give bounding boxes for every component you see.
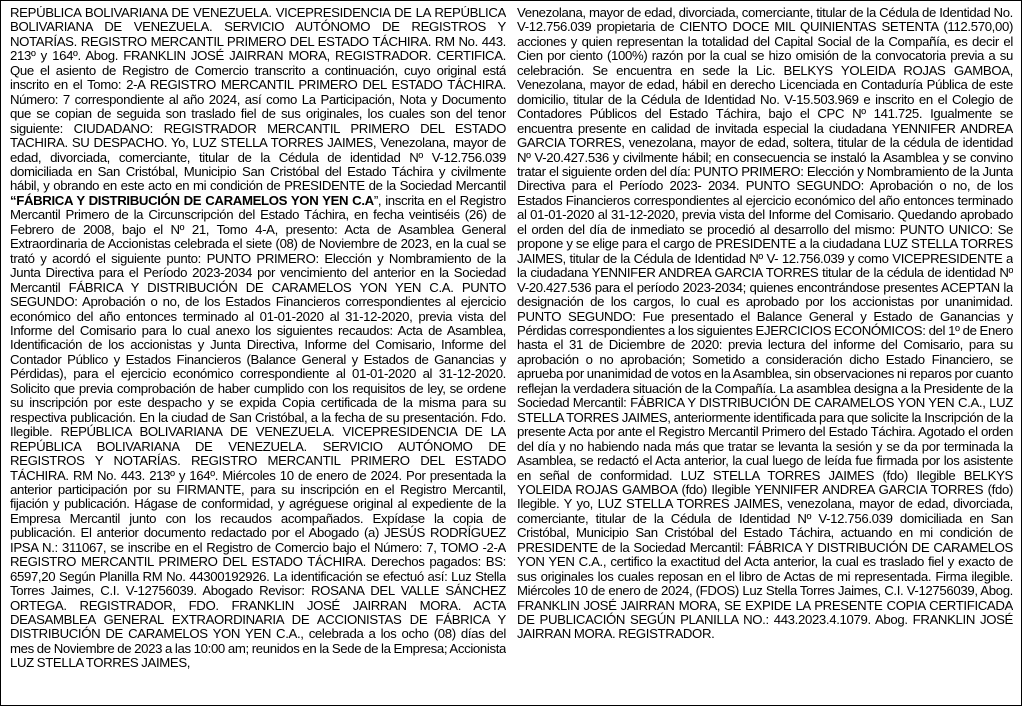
left-text-part-2: ”, inscrita en el Registro Mercantil Primero de la Circunscripción del Estado Táchira, en fecha veintiséis (26) de Febrero de 2008, bajo el Nº 21, Tomo 4-A, presento: Acta de Asamblea General Extraordinaria de Accionistas celebrada el siete (08) de Noviembre de 2023, en la cual se trató y acordó el siguiente punto: PUNTO PRIMERO: Elección y Nombramiento de la Junta Directiva para el Período 2023-2034 por vencimiento del anterior en la Sociedad Mercantil FÁBRICA Y DISTRIBUCIÓN DE CARAMELOS YON YEN C.A. PUNTO SEGUNDO: Aprobación o no, de los Estados Financieros correspondientes al ejercicio económico del año entonces terminado al 01-01-2020 al 31-12-2020, previa vista del Informe del Comisario para lo cual anexo los siguientes recaudos: Acta de Asamblea, Identificación de los accionistas y Junta Directiva, Informe del Comisario, Informe del Contador Público y Estados Financieros (Balance General y Estados de Ganancias y Pérdidas), para el ejercicio económico correspondiente al 01-01-2020 al 31-12-2020. Solicito que previa comprobación de haber cumplido con los requisitos de ley, se ordene su inscripción por este despacho y se expida Copia certificada de la misma para su respectiva publicación. En la ciudad de San Cristóbal, a la fecha de su presentación. Fdo. Ilegible. REPÚBLICA BOLIVARIANA DE VENEZUELA. VICEPRESIDENCIA DE LA REPÚBLICA BOLIVARIANA DE VENEZUELA. SERVICIO AUTÓNOMO DE REGISTROS Y NOTARÍAS. REGISTRO MERCANTIL PRIMERO DEL ESTADO TÁCHIRA. RM No. 443. 213º y 164º. Miércoles 10 de enero de 2024. Por presentada la anterior participación por su FIRMANTE, para su inscripción en el Registro Mercantil, fijación y publicación. Hágase de conformidad, y agréguese original al expediente de la Empresa Mercantil junto con los recaudos acompañados. Expídase la copia de publicación. El anterior documento redactado por el Abogado (a) JESÚS RODRÍGUEZ IPSA N.: 311067, se inscribe en el Registro de Comercio bajo el Número: 7, TOMO -2-A REGISTRO MERCANTIL PRIMERO DEL ESTADO TÁCHIRA. Derechos pagados: BS: 6597,20 Según Planilla RM No. 44300192926. La identificación se efectuó así: Luz Stella Torres Jaimes, C.I. V-12756039. Abogado Revisor: ROSANA DEL VALLE SÁNCHEZ ORTEGA. REGISTRADOR, FDO. FRANKLIN JOSÉ JAIRRAN MORA. ACTA DEASAMBLEA GENERAL EXTRAORDINARIA DE ACCIONISTAS DE FÁBRICA Y DISTRIBUCIÓN DE CARAMELOS YON YEN C.A., celebrada a los ocho (08) días del mes de Noviembre de 2023 a las 10:00 am; reunidos en la Sede de la Empresa; Accionista LUZ STELLA TORRES JAIMES,: [10, 192, 506, 671]
left-column: [10, 6, 506, 704]
right-column: [517, 6, 1013, 704]
left-column-text: [10, 6, 506, 671]
left-text-part-1: REPÚBLICA BOLIVARIANA DE VENEZUELA. VICEPRESIDENCIA DE LA REPÚBLICA BOLIVARIANA DE VENEZUELA. SERVICIO AUTÓNOMO DE REGISTROS Y NOTARÍAS. REGISTRO MERCANTIL PRIMERO DEL ESTADO TÁCHIRA. RM No. 443. 213º y 164º. Abog. FRANKLIN JOSÉ JAIRRAN MORA, REGISTRADOR. CERTIFICA. Que el asiento de Registro de Comercio transcrito a continuación, cuyo original está inscrito en el Tomo: 2-A REGISTRO MERCANTIL PRIMERO DEL ESTADO TÁCHIRA. Número: 7 correspondiente al año 2024, así como La Participación, Nota y Documento que se copian de seguida son traslado fiel de sus originales, los cuales son del tenor siguiente: CIUDADANO: REGISTRADOR MERCANTIL PRIMERO DEL ESTADO TACHIRA. SU DESPACHO. Yo, LUZ STELLA TORRES JAIMES, Venezolana, mayor de edad, divorciada, comerciante, titular de la Cédula de identidad Nº V-12.756.039 domiciliada en San Cristóbal, Municipio San Cristóbal del Estado Táchira y civilmente hábil, y obrando en este acto en mi condición de PRESIDENTE de la Sociedad Mercantil: [10, 6, 506, 194]
right-column-text: Venezolana, mayor de edad, divorciada, comerciante, titular de la Cédula de Identidad No. V-12.756.039 propietaria de CIENTO DOCE MIL QUINIENTAS SETENTA (112.570,00) acciones y quien representan la totalidad del Capital Social de la Compañía, es decir el Cien por ciento (100%) razón por la cual se hizo omisión de la convocatoria previa a su celebración. Se encuentra en sede la Lic. BELKYS YOLEIDA ROJAS GAMBOA, Venezolana, mayor de edad, hábil en derecho Licenciada en Contaduría Pública de este domicilio, titular de la Cédula de Identidad No. V-15.503.969 e inscrito en el Colegio de Contadores Públicos del Estado Táchira, bajo el CPC Nº 141.725. Igualmente se encuentra presente en calidad de invitada especial la ciudadana YENNIFER ANDREA GARCIA TORRES, venezolana, mayor de edad, soltera, titular de la cédula de identidad Nº V-20.427.536 y civilmente hábil; en consecuencia se instaló la Asamblea y se convino tratar el siguiente orden del día: PUNTO PRIMERO: Elección y Nombramiento de la Junta Directiva para el Período 2023- 2034. PUNTO SEGUNDO: Aprobación o no, de los Estados Financieros correspondientes al ejercicio económico del año entonces terminado al 01-01-2020 al 31-12-2020, previa vista del Informe del Comisario. Quedando aprobado el orden del día de inmediato se procedió al desarrollo del mismo: PUNTO UNICO: Se propone y se elige para el cargo de PRESIDENTE a la ciudadana LUZ STELLA TORRES JAIMES, titular de la Cédula de Identidad Nº V- 12.756.039 y como VICEPRESIDENTE a la ciudadana YENNIFER ANDREA GARCIA TORRES titular de la cédula de identidad Nº V-20.427.536 para el período 2023-2034; quienes encontrándose presentes ACEPTAN la designación de los cargos, lo cual es aprobado por los accionistas por unanimidad. PUNTO SEGUNDO: Fue presentado el Balance General y Estado de Ganancias y Pérdidas correspondientes a los siguientes EJERCICIOS ECONÓMICOS: del 1º de Enero hasta el 31 de Diciembre de 2020: previa lectura del informe del Comisario, para su aprobación o no aprobación; Sometido a consideración dicho Estado Financiero, se aprueba por unanimidad de votos en la Asamblea, sin observaciones ni reparos por cuanto reflejan la verdadera situación de la Compañía. La asamblea designa a la Presidente de la Sociedad Mercantil: FÁBRICA Y DISTRIBUCIÓN DE CARAMELOS YON YEN C.A., LUZ STELLA TORRES JAIMES, anteriormente identificada para que solicite la Inscripción de la presente Acta por ante el Registro Mercantil Primero del Estado Táchira. Agotado el orden del día y no habiendo nada más que tratar se levanta la sesión y se da por terminada la Asamblea, se redactó el Acta anterior, la cual luego de leída fue firmada por los asistente en señal de conformidad. LUZ STELLA TORRES JAIMES (fdo) Ilegible BELKYS YOLEIDA ROJAS GAMBOA (fdo) Ilegible YENNIFER ANDREA GARCIA TORRES (fdo) Ilegible. Y yo, LUZ STELLA TORRES JAIMES, venezolana, mayor de edad, divorciada, comerciante, titular de la Cédula de Identidad Nº V-12.756.039 domiciliada en San Cristóbal, Municipio San Cristóbal del Estado Táchira, actuando en mi condición de PRESIDENTE de la Sociedad Mercantil: FÁBRICA Y DISTRIBUCIÓN DE CARAMELOS YON YEN C.A., certifico la exactitud del Acta anterior, la cual es traslado fiel y exacto de sus originales los cuales reposan en el libro de Actas de mi representada. Firma ilegible. Miércoles 10 de enero de 2024, (FDOS) Luz Stella Torres Jaimes, C.I. V-12756039, Abog. FRANKLIN JOSÉ JAIRRAN MORA, SE EXPIDE LA PRESENTE COPIA CERTIFICADA DE PUBLICACIÓN SEGÚN PLANILLA NO.: 443.2023.4.1079. Abog. FRANKLIN JOSÉ JAIRRAN MORA. REGISTRADOR.: [517, 6, 1013, 642]
company-name-bold: “FÁBRICA Y DISTRIBUCIÓN DE CARAMELOS YON YEN C.A: [10, 192, 374, 208]
